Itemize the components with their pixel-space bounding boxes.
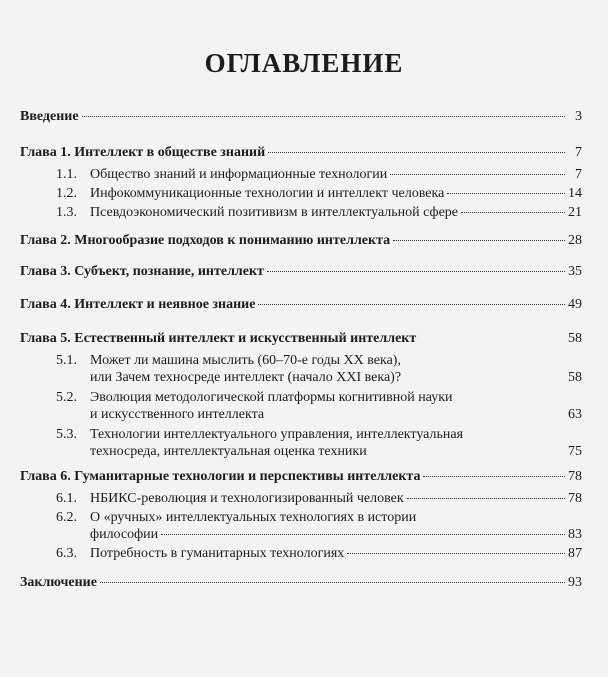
dot-leader (267, 414, 565, 415)
dot-leader (393, 239, 565, 241)
toc-page-number: 87 (568, 546, 582, 561)
toc-entry-section-6-3 (56, 545, 582, 562)
toc-page-number: 58 (568, 370, 582, 385)
toc-page-number: 35 (568, 264, 582, 279)
dot-leader (267, 270, 565, 272)
toc-entry-label-line-1: Может ли машина мыслить (60–70-е годы ХХ века), (90, 353, 401, 368)
toc-page-number: 21 (568, 205, 582, 220)
toc-entry-section-5-1 (56, 352, 582, 386)
toc-page-number: 83 (568, 527, 582, 542)
toc-entry-section-6-1 (56, 490, 582, 507)
section-number: 1.3. (56, 205, 77, 220)
dot-leader (404, 377, 565, 378)
toc-entry-chapter-6 (20, 468, 582, 485)
toc-entry-label: Глава 1. Интеллект в обществе знаний (20, 145, 266, 160)
toc-page-number: 93 (568, 575, 582, 590)
toc-page-number: 78 (568, 491, 582, 506)
toc-page-number: 28 (568, 233, 582, 248)
toc-entry-intro (20, 108, 582, 125)
toc-entry-label: Заключение (20, 575, 97, 590)
toc-entry-section-1-2 (56, 185, 582, 202)
dot-leader (461, 211, 565, 213)
toc-entry-chapter-1 (20, 144, 582, 161)
toc-entry-label-line-1: Эволюция методологической платформы когнитивной науки (90, 390, 453, 405)
section-number: 1.1. (56, 167, 77, 182)
section-number: 6.3. (56, 546, 77, 561)
toc-entry-label: Общество знаний и информационные технологии (90, 167, 388, 182)
toc-entry-label: Потребность в гуманитарных технологиях (90, 546, 345, 561)
toc-entry-label: Глава 2. Многообразие подходов к пониманию интеллекта (20, 233, 391, 248)
section-number: 5.1. (56, 353, 77, 368)
toc-entry-label: Глава 5. Естественный интеллект и искусственный интеллект (20, 331, 417, 346)
toc-entry-label: Глава 3. Субъект, познание, интеллект (20, 264, 264, 279)
dot-leader (423, 475, 565, 477)
toc-entry-label-line-2: или Зачем техносреде интеллект (начало XXI века)? (90, 370, 402, 385)
section-number: 1.2. (56, 186, 77, 201)
toc-entry-label: НБИКС-революция и технологизированный человек (90, 491, 404, 506)
section-number: 6.2. (56, 510, 77, 525)
section-number: 6.1. (56, 491, 77, 506)
dot-leader (347, 552, 565, 554)
toc-page-number: 7 (575, 167, 582, 182)
dot-leader (370, 451, 565, 452)
dot-leader (268, 151, 565, 153)
toc-entry-section-1-3 (56, 204, 582, 221)
toc-entry-chapter-4 (20, 296, 582, 313)
toc-entry-conclusion (20, 574, 582, 591)
toc-entry-chapter-3 (20, 263, 582, 280)
toc-entry-section-6-2 (56, 509, 582, 543)
toc-entry-label: Инфокоммуникационные технологии и интеллект человека (90, 186, 445, 201)
toc-entry-label-line-1: О «ручных» интеллектуальных технологиях в истории (90, 510, 417, 525)
toc-entry-section-5-2 (56, 389, 582, 423)
dot-leader (258, 303, 565, 305)
toc-entry-chapter-5 (20, 330, 582, 347)
page-title: ОГЛАВЛЕНИЕ (204, 48, 404, 78)
toc-entry-chapter-2 (20, 232, 582, 249)
toc-entry-label-line-1: Технологии интеллектуального управления, интеллектуальная (90, 427, 464, 442)
toc-page-number: 7 (575, 145, 582, 160)
toc-entry-label-line-2: техносреда, интеллектуальная оценка техники (90, 444, 367, 459)
toc-entry-label: Глава 4. Интеллект и неявное знание (20, 297, 256, 312)
toc-entry-section-5-3 (56, 426, 582, 460)
toc-entry-section-1-1 (56, 166, 582, 183)
dot-leader (447, 192, 565, 194)
dot-leader (82, 115, 565, 117)
toc-entry-label: Глава 6. Гуманитарные технологии и перспективы интеллекта (20, 469, 421, 484)
toc-page-number: 14 (568, 186, 582, 201)
dot-leader (161, 533, 565, 535)
dot-leader (419, 338, 565, 339)
toc-entry-label: Псевдоэкономический позитивизм в интеллектуальной сфере (90, 205, 459, 220)
toc-page-number: 49 (568, 297, 582, 312)
toc-page-number: 63 (568, 407, 582, 422)
toc-entry-label-line-2: и искусственного интеллекта (90, 407, 265, 422)
section-number: 5.2. (56, 390, 77, 405)
toc-entry-label: Введение (20, 109, 79, 124)
toc-entry-label-line-2: философии (90, 527, 159, 542)
toc-page-number: 75 (568, 444, 582, 459)
dot-leader (390, 173, 565, 175)
toc-page-number: 3 (575, 109, 582, 124)
toc-page-number: 78 (568, 469, 582, 484)
dot-leader (100, 581, 565, 583)
toc-page-number: 58 (568, 331, 582, 346)
dot-leader (407, 497, 565, 499)
section-number: 5.3. (56, 427, 77, 442)
